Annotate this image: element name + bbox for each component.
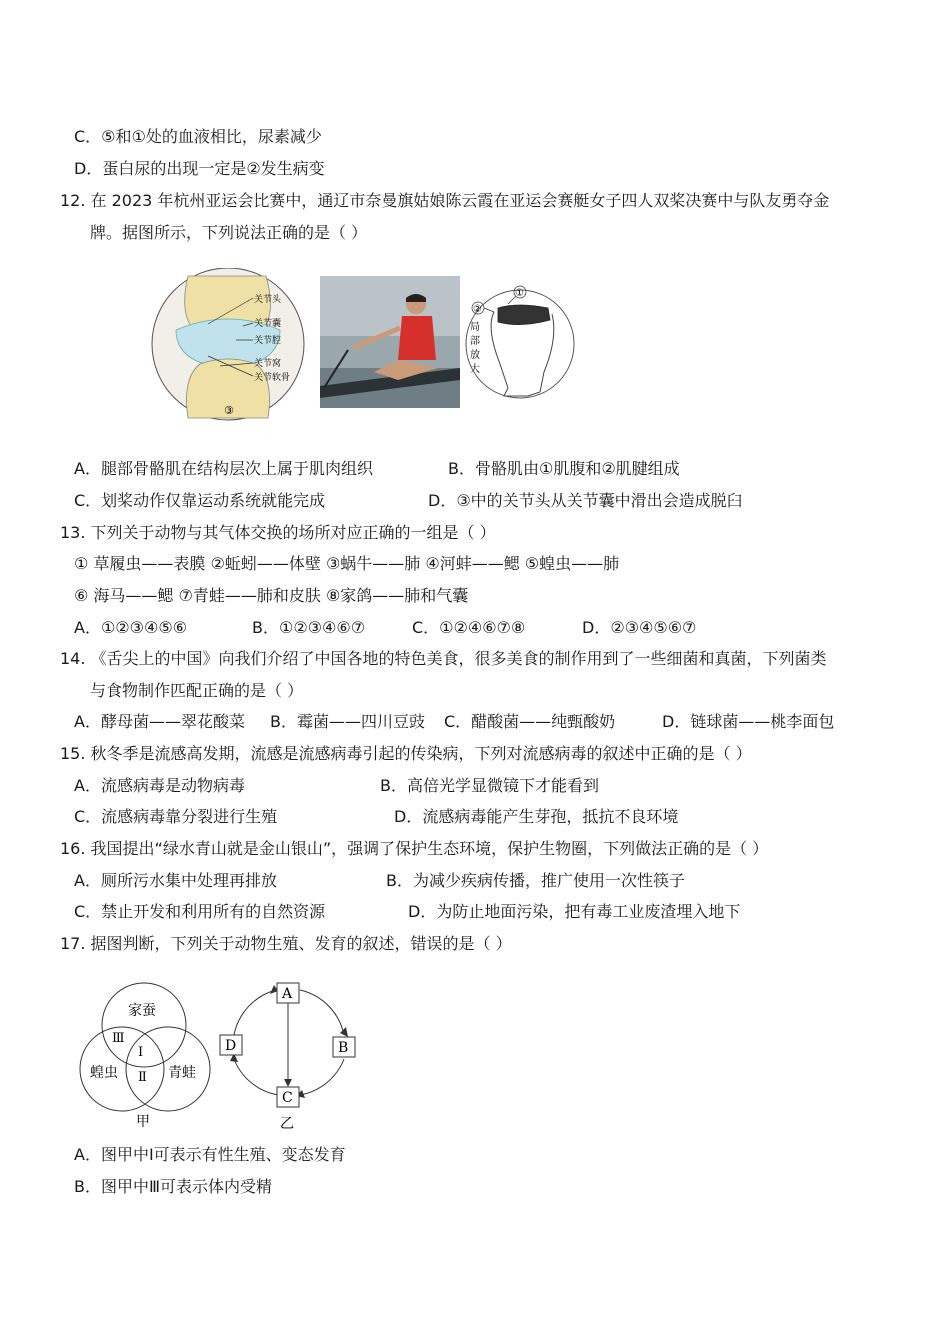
q17-figure [74,975,374,1135]
q17-figure-svg [74,975,374,1135]
q14-stem: 14. 《舌尖上的中国》向我们介绍了中国各地的特色美食，很多美食的制作用到了一些细菌和真菌，下列菌类 [60,649,827,668]
venn-region-2: Ⅱ [138,1070,147,1085]
q13-option-c: C．①②④⑥⑦⑧ [412,618,526,637]
joint-label-cartilage: 关节软骨 [254,373,291,383]
zoom-label-2: 部 [470,336,480,347]
cycle-node-c: C [282,1090,293,1106]
q12-option-b: B．骨骼肌由①肌腹和②肌腱组成 [448,459,680,478]
joint-label-socket: 关节窝 [254,359,282,369]
q17-option-b: B．图甲中Ⅲ可表示体内受精 [74,1177,273,1196]
q13-option-d: D．②③④⑤⑥⑦ [582,618,697,637]
q15-option-d: D．流感病毒能产生芽孢，抵抗不良环境 [394,807,679,826]
zoom-label-4: 大 [470,364,480,375]
q16-option-d: D．为防止地面污染，把有毒工业废渣埋入地下 [408,902,741,921]
venn-label-locust: 蝗虫 [90,1065,118,1081]
venn-label-frog: 青蛙 [168,1065,196,1081]
zoom-label-3: 放 [470,350,480,361]
q14-option-a: A．酵母菌——翠花酸菜 [74,712,245,731]
q13-option-a: A．①②③④⑤⑥ [74,618,188,637]
leg-muscle-diagram [466,286,574,398]
joint-mark-3: ③ [224,404,234,417]
q13-list-1: ① 草履虫——表膜 ②蚯蚓——体壁 ③蜗牛——肺 ④河蚌——鳃 ⑤蝗虫——肺 [74,554,620,573]
leg-mark-1: ① [515,288,524,299]
q12-stem-cont: 牌。据图所示，下列说法正确的是（ ） [90,223,368,242]
leg-mark-2: ② [473,304,482,315]
joint-label-cavity: 关节腔 [254,336,282,346]
q14-option-d: D．链球菌——桃李面包 [662,712,835,731]
cycle-node-b: B [338,1040,349,1056]
q16-option-a: A．厕所污水集中处理再排放 [74,871,277,890]
q13-list-2: ⑥ 海马——鳃 ⑦青蛙——肺和皮肤 ⑧家鸽——肺和气囊 [74,586,469,605]
q11-option-c: C．⑤和①处的血液相比，尿素减少 [74,127,322,146]
rower-photo [320,276,460,408]
q12-option-d: D．③中的关节头从关节囊中滑出会造成脱臼 [428,491,743,510]
venn-label-silkworm: 家蚕 [128,1003,156,1019]
cycle-node-d: D [225,1038,237,1054]
q16-option-b: B．为减少疾病传播，推广使用一次性筷子 [386,871,685,890]
q13-option-b: B．①②③④⑥⑦ [252,618,366,637]
q12-figure [148,268,578,424]
joint-label-head: 关节头 [254,295,282,305]
knee-joint-diagram [152,268,304,420]
cycle-node-a: A [282,986,293,1002]
q12-option-a: A．腿部骨骼肌在结构层次上属于肌肉组织 [74,459,373,478]
life-cycle-diagram [220,983,355,1132]
q15-stem: 15. 秋冬季是流感高发期，流感是流感病毒引起的传染病，下列对流感病毒的叙述中正确的是（ ） [60,744,752,763]
venn-region-3: Ⅲ [112,1031,125,1046]
q12-option-c: C．划桨动作仅靠运动系统就能完成 [74,491,326,510]
cycle-caption: 乙 [280,1116,294,1132]
q11-option-d: D．蛋白尿的出现一定是②发生病变 [74,159,325,178]
q14-stem-cont: 与食物制作匹配正确的是（ ） [90,681,304,700]
q12-figure-svg [148,268,578,424]
q15-option-b: B．高倍光学显微镜下才能看到 [380,776,599,795]
q17-option-a: A．图甲中Ⅰ可表示有性生殖、变态发育 [74,1145,346,1164]
q15-option-c: C．流感病毒靠分裂进行生殖 [74,807,278,826]
venn-circle-silkworm [102,983,186,1067]
q13-stem: 13. 下列关于动物与其气体交换的场所对应正确的一组是（ ） [60,523,496,542]
zoom-label-1: 局 [470,322,480,333]
venn-diagram [80,983,210,1130]
q15-option-a: A．流感病毒是动物病毒 [74,776,245,795]
q16-stem: 16. 我国提出“绿水青山就是金山银山”，强调了保护生态环境，保护生物圈，下列做法正确的是（ ） [60,839,769,858]
venn-caption: 甲 [136,1114,150,1130]
q17-stem: 17. 据图判断，下列关于动物生殖、发育的叙述，错误的是（ ） [60,934,512,953]
q14-option-b: B．霉菌——四川豆豉 [270,712,425,731]
q14-option-c: C．醋酸菌——纯甄酸奶 [444,712,616,731]
q16-option-c: C．禁止开发和利用所有的自然资源 [74,902,326,921]
joint-label-capsule: 关节囊 [254,319,282,329]
q12-stem: 12. 在 2023 年杭州亚运会比赛中，通辽市奈曼旗姑娘陈云霞在亚运会赛艇女子四人双桨决赛中与队友勇夺金 [60,191,830,210]
venn-region-1: Ⅰ [138,1045,144,1060]
